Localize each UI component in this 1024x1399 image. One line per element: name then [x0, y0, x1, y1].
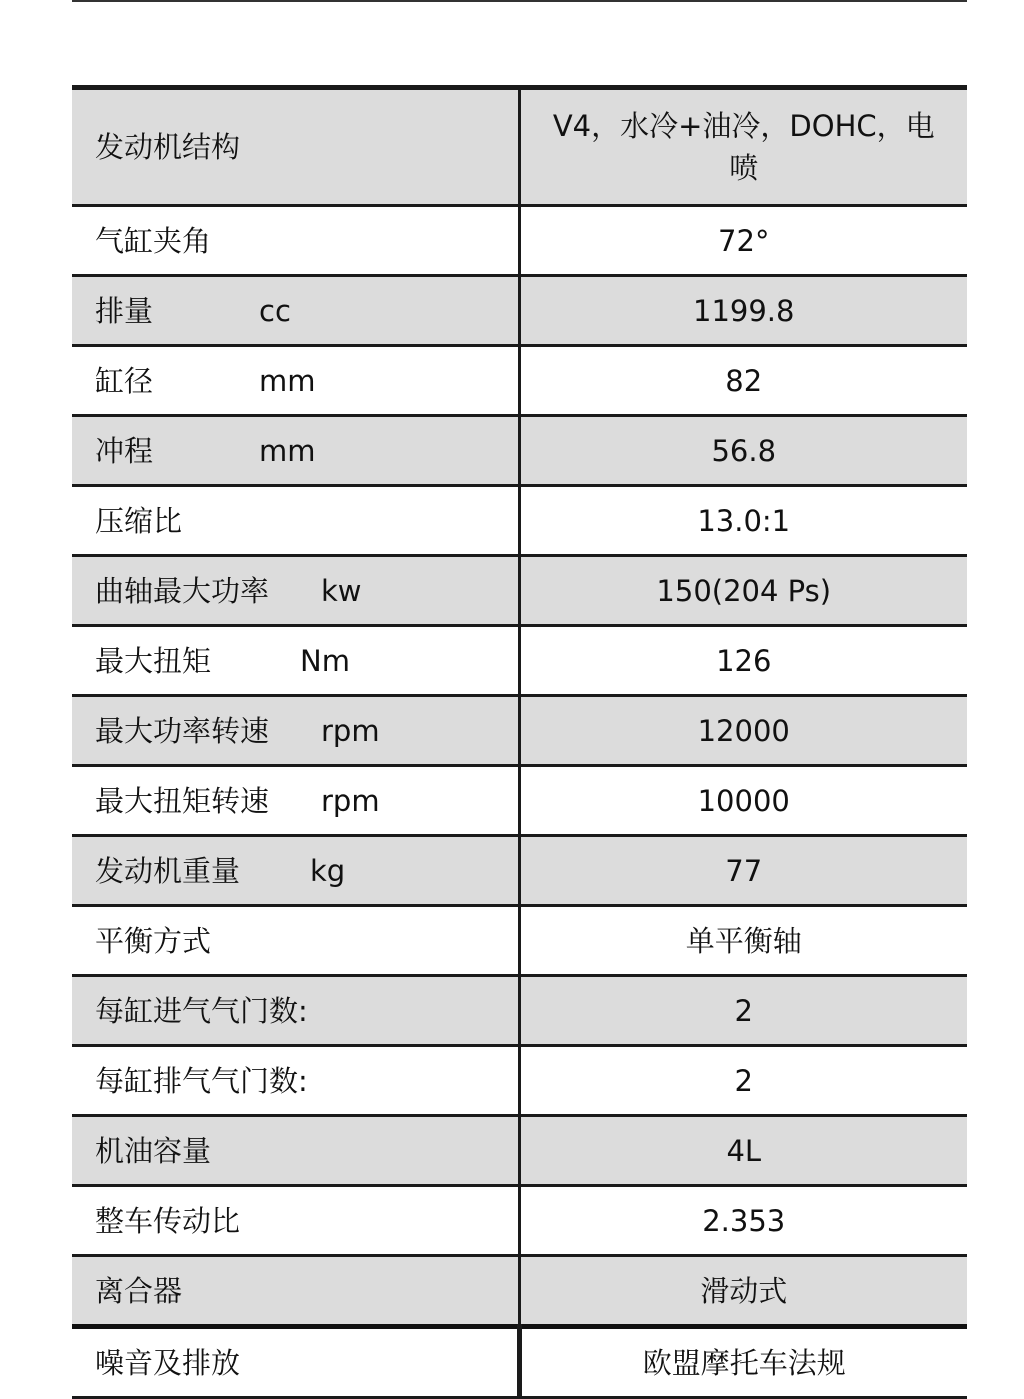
spec-value: 4L [726, 1133, 762, 1168]
spec-label-cell [72, 836, 519, 906]
spec-label: 冲程 [95, 433, 154, 468]
spec-value: 2.353 [702, 1203, 786, 1238]
spec-value: 77 [725, 853, 763, 888]
spec-value: 单平衡轴 [685, 923, 802, 958]
spec-unit: kw [321, 573, 362, 608]
table-row [72, 1256, 967, 1327]
table-row [72, 1327, 967, 1398]
spec-unit: kg [310, 853, 346, 888]
spec-value: 82 [725, 363, 763, 398]
spec-label-cell [72, 1327, 519, 1398]
top-divider [72, 0, 967, 2]
spec-label-cell [72, 696, 519, 766]
table-row [72, 556, 967, 626]
spec-label-cell [72, 556, 519, 626]
spec-label-cell [72, 766, 519, 836]
table-row [72, 766, 967, 836]
spec-label-cell [72, 206, 519, 276]
spec-value: 13.0:1 [697, 503, 791, 538]
spec-label: 最大扭矩 [95, 643, 212, 678]
table-row [72, 346, 967, 416]
spec-label-cell [72, 906, 519, 976]
spec-label: 每缸排气气门数: [95, 1063, 308, 1098]
spec-label: 压缩比 [95, 503, 183, 538]
table-row [72, 486, 967, 556]
spec-value: 滑动式 [700, 1273, 788, 1308]
spec-label-cell [72, 1046, 519, 1116]
spec-unit: Nm [300, 643, 350, 678]
spec-value: 72° [718, 223, 770, 258]
spec-label: 最大扭矩转速 [95, 783, 270, 818]
spec-label-cell [72, 1186, 519, 1256]
engine-spec-table [72, 85, 967, 1399]
spec-label: 发动机结构 [95, 130, 241, 164]
table-row [72, 976, 967, 1046]
spec-label-cell [72, 88, 519, 206]
spec-label-cell [72, 276, 519, 346]
spec-label-cell [72, 1256, 519, 1327]
spec-label: 发动机重量 [95, 853, 241, 888]
spec-label: 整车传动比 [95, 1203, 241, 1238]
table-row [72, 1186, 967, 1256]
spec-unit: rpm [321, 783, 380, 818]
spec-label: 机油容量 [95, 1133, 212, 1168]
table-row [72, 1046, 967, 1116]
spec-label: 噪音及排放 [95, 1345, 241, 1380]
table-row [72, 906, 967, 976]
spec-label: 缸径 [95, 363, 154, 398]
spec-label-cell [72, 416, 519, 486]
table-row [72, 836, 967, 906]
spec-value: 2 [734, 993, 753, 1028]
spec-label: 离合器 [95, 1273, 183, 1308]
spec-label-cell [72, 1116, 519, 1186]
spec-label: 每缸进气气门数: [95, 993, 308, 1028]
table-row [72, 696, 967, 766]
spec-value: V4，水冷+油冷，DOHC，电喷 [552, 109, 935, 185]
spec-label-cell [72, 486, 519, 556]
spec-unit: rpm [321, 713, 380, 748]
spec-value: 56.8 [711, 433, 777, 468]
spec-label-cell [72, 346, 519, 416]
table-row [72, 276, 967, 346]
table-row [72, 1116, 967, 1186]
spec-label: 气缸夹角 [95, 223, 212, 258]
table-row [72, 88, 967, 206]
spec-value: 12000 [697, 713, 790, 748]
spec-value: 2 [734, 1063, 753, 1098]
table-row [72, 626, 967, 696]
spec-value: 150(204 Ps) [656, 573, 832, 608]
spec-label-cell [72, 976, 519, 1046]
spec-value: 1199.8 [693, 293, 795, 328]
spec-value: 10000 [697, 783, 790, 818]
table-row [72, 206, 967, 276]
spec-value: 126 [716, 643, 772, 678]
spec-label-cell [72, 626, 519, 696]
spec-label: 平衡方式 [95, 923, 212, 958]
spec-label: 曲轴最大功率 [95, 573, 270, 608]
spec-value: 欧盟摩托车法规 [642, 1345, 846, 1380]
spec-unit: mm [259, 433, 316, 468]
spec-label: 最大功率转速 [95, 713, 270, 748]
spec-unit: cc [259, 293, 291, 328]
spec-unit: mm [259, 363, 316, 398]
table-row [72, 416, 967, 486]
spec-label: 排量 [95, 293, 154, 328]
